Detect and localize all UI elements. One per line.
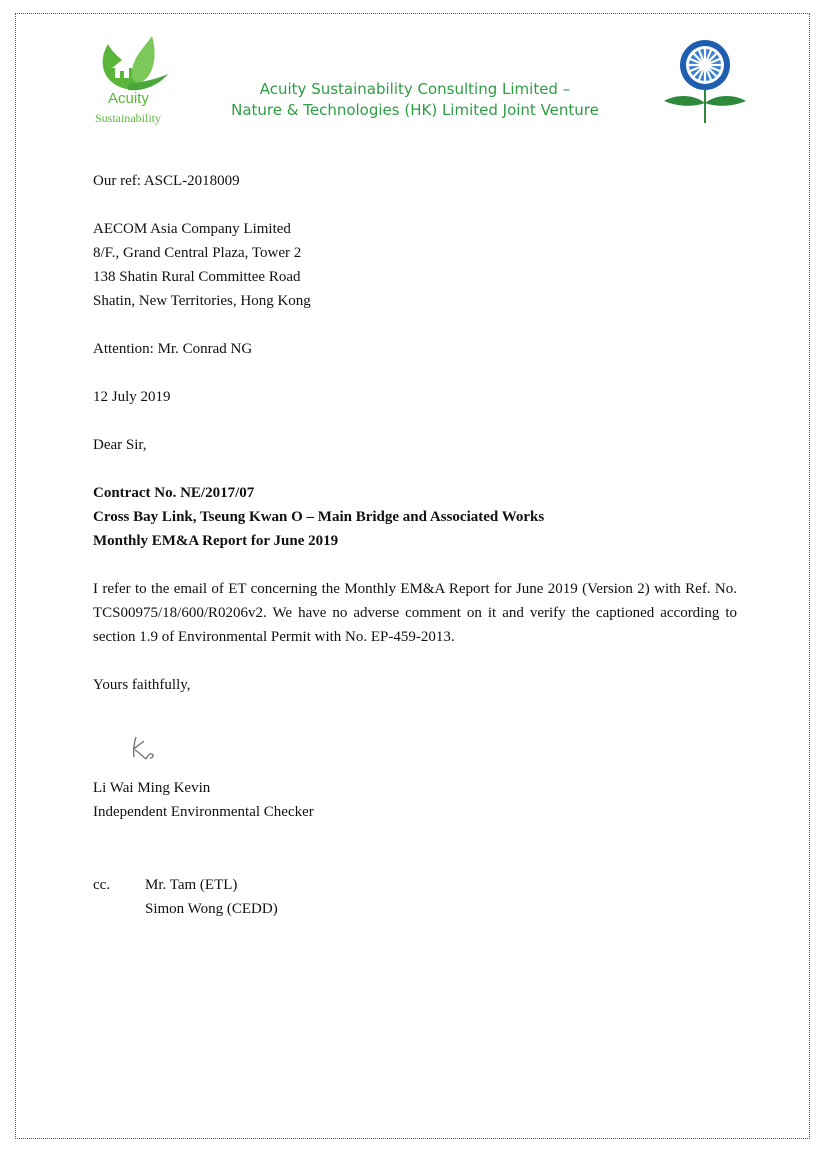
signer-title: Independent Environmental Checker: [93, 804, 314, 820]
subject-line: Monthly EM&A Report for June 2019: [93, 533, 339, 549]
address-line: 8/F., Grand Central Plaza, Tower 2: [93, 245, 302, 261]
reference-number: Our ref: ASCL-2018009: [93, 173, 240, 189]
logo-word-sustainability: Sustainability: [95, 111, 161, 125]
company-name-line-2: Nature & Technologies (HK) Limited Joint Venture: [231, 101, 599, 119]
body-paragraph: I refer to the email of ET concerning the Monthly EM&A Report for June 2019 (Version 2) with Ref. No. TCS00975/18/600/R0206v2. We have no adverse comment on it and verify the captioned according to section 1.9 of Environmental Permit with No. EP-459-2013.: [93, 581, 737, 645]
subject-line: Contract No. NE/2017/07: [93, 485, 255, 501]
attention-line: Attention: Mr. Conrad NG: [93, 341, 253, 357]
signer-name: Li Wai Ming Kevin: [93, 780, 211, 796]
address-line: 138 Shatin Rural Committee Road: [93, 269, 301, 285]
closing: Yours faithfully,: [93, 677, 191, 693]
cc-recipient: Simon Wong (CEDD): [145, 901, 278, 917]
letter-date: 12 July 2019: [93, 389, 171, 405]
cc-label: cc.: [93, 877, 111, 893]
address-line: AECOM Asia Company Limited: [93, 221, 291, 237]
logo-word-acuity: Acuity: [108, 90, 149, 107]
salutation: Dear Sir,: [93, 437, 147, 453]
company-name-line-1: Acuity Sustainability Consulting Limited –: [259, 80, 571, 98]
subject-line: Cross Bay Link, Tseung Kwan O – Main Bridge and Associated Works: [93, 509, 545, 525]
signature-image: [128, 733, 164, 763]
leaf-house-icon: [94, 34, 178, 94]
flower-wheel-logo-icon: [660, 37, 750, 127]
address-line: Shatin, New Territories, Hong Kong: [93, 293, 311, 309]
cc-recipient: Mr. Tam (ETL): [145, 877, 238, 893]
